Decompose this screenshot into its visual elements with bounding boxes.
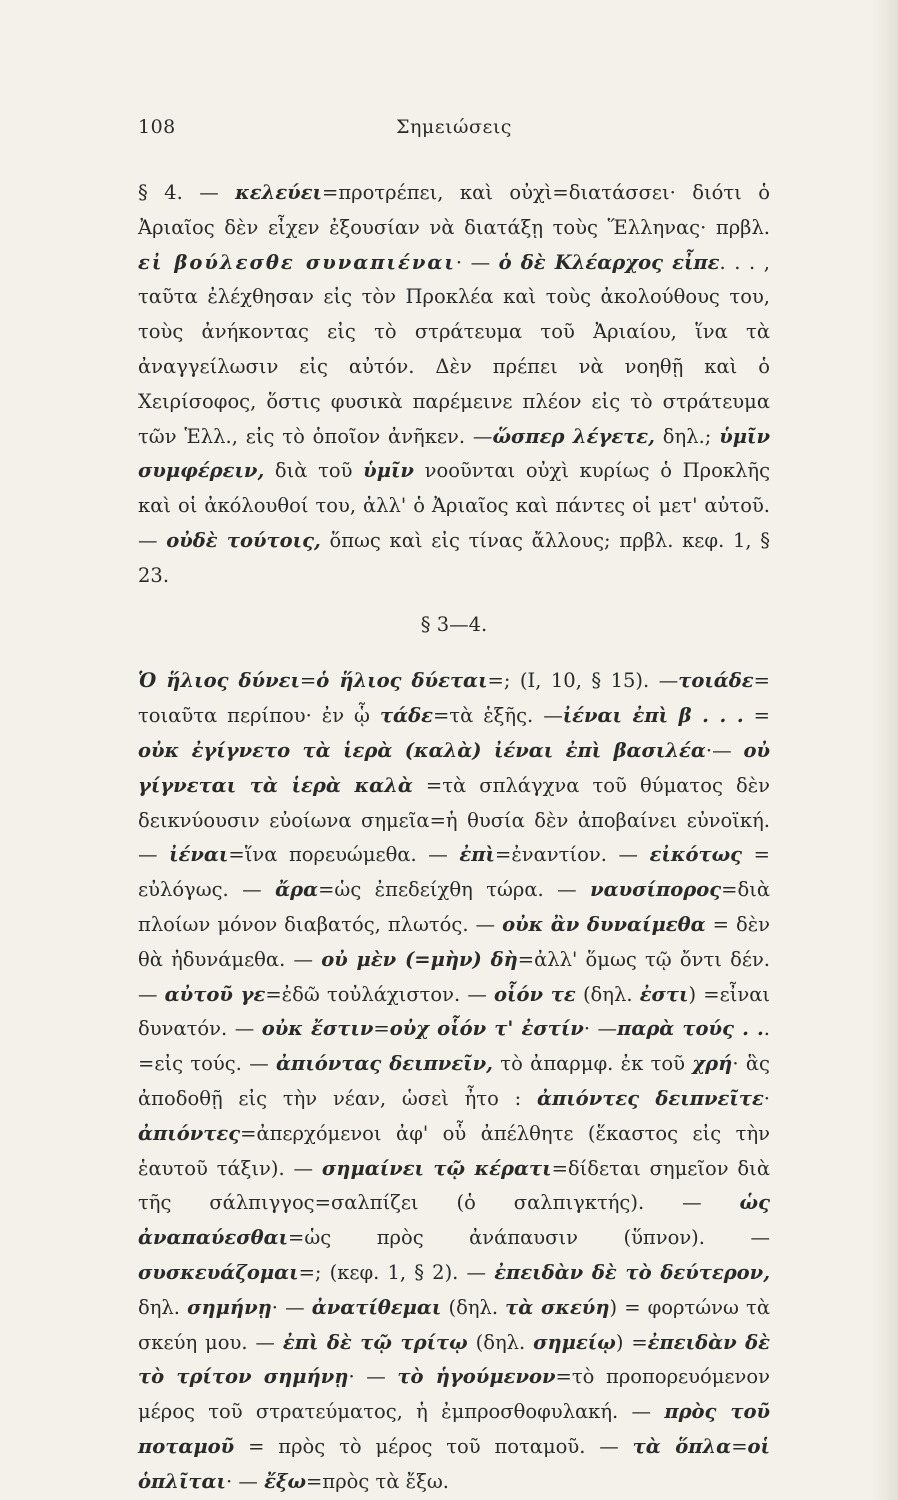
lemma: τὸ ἡγούμενον: [397, 1365, 556, 1389]
text-run: =τὸ προπορευόμενον μέρος τοῦ στρατεύματος, ἡ ἐμπροσθοφυλακή. —: [138, 1365, 770, 1424]
text-run: = δὲν θὰ ἠδυνάμεθα. —: [138, 912, 771, 971]
lemma: ἐπειδὰν δὲ τὸ δεύτερον,: [494, 1260, 771, 1284]
lemma: οἱ ὁπλῖται: [138, 1434, 770, 1493]
lemma: εἰκότως: [649, 843, 743, 867]
lemma: ὥσπερ λέγετε,: [492, 424, 655, 448]
text-run: =δίδεται σημεῖον διὰ τῆς σάλπιγγος=σαλπίζει (ὁ σαλπιγκτής). —: [138, 1156, 770, 1215]
lemma: ἀνατίθεμαι: [311, 1295, 442, 1319]
lemma: οὐκ ἔστιν: [261, 1017, 374, 1041]
lemma: οὐ μὲν (=μὴν) δὴ: [321, 947, 518, 971]
text-run: =ἐναντίον. —: [494, 843, 638, 867]
running-head: Σημειώσεις: [396, 116, 512, 138]
text-run: δηλ.;: [662, 424, 712, 448]
lemma: οὐ γίγνεται τὰ ἱερὰ καλὰ: [138, 738, 770, 797]
paragraph-section-4: [138, 176, 770, 594]
text-run: νοοῦνται οὐχὶ κυρίως ὁ Προκλῆς καὶ οἱ ἀκόλουθοί του, ἀλλ' ὁ Ἀριαῖος καὶ πάντες οἱ μετ' αὐτοῦ. —: [138, 459, 770, 552]
text-run: =; (κεφ. 1, § 2). —: [298, 1260, 487, 1284]
text-run: · ἃς ἀποδοθῇ εἰς τὴν νέαν, ὡσεὶ ἦτο :: [138, 1052, 770, 1110]
text-run: =ἵνα πορευώμεθα. —: [228, 843, 448, 867]
lemma: σημαίνει τῷ κέρατι: [321, 1156, 552, 1180]
text-run: · —: [583, 1017, 618, 1041]
text-run: =: [299, 669, 317, 693]
text-run: § 4. —: [138, 181, 219, 204]
text-run: ) =εἶναι δυνατόν. —: [138, 982, 771, 1041]
text-run: · —: [225, 1469, 258, 1493]
lemma: χρή: [692, 1052, 733, 1076]
lemma: ἐπὶ: [459, 843, 495, 867]
lemma: τοιάδε: [678, 669, 754, 693]
lemma: οἷόν τε: [494, 982, 576, 1006]
text-run: ) = φορτώνω τὰ σκεύη μου. —: [138, 1295, 770, 1354]
lemma: ἀπιόντες: [138, 1121, 241, 1145]
page-gutter-shadow: [872, 0, 898, 1500]
text-run: =; (I, 10, § 15). —: [487, 669, 679, 693]
text-run: =πρὸς τὰ ἔξω.: [306, 1469, 449, 1493]
text-run: τὸ ἀπαρμφ. ἐκ τοῦ: [500, 1052, 686, 1076]
lemma: παρὰ τούς . .: [617, 1017, 764, 1041]
text-run: =τὰ ἑξῆς. —: [432, 704, 563, 728]
paragraph-section-3-4: [138, 664, 770, 1499]
lemma: οὐκ ἐγίγνετο τὰ ἱερὰ (καλὰ) ἰέναι ἐπὶ βασιλέα: [138, 738, 706, 762]
lemma: ἰέναι ἐπὶ β . . .: [562, 704, 744, 728]
text-run: =ὡς πρὸς ἀνάπαυσιν (ὕπνον). —: [288, 1226, 770, 1250]
text-run: =: [731, 1434, 748, 1458]
text-run: =: [753, 704, 771, 728]
text-run: · —: [271, 1295, 305, 1319]
text-run: · —: [348, 1365, 386, 1389]
lemma: συσκευάζομαι: [138, 1260, 299, 1284]
text-run: . =εἰς τούς. —: [138, 1017, 770, 1076]
text-run: =: [373, 1017, 390, 1041]
lemma: ἐστι: [639, 982, 689, 1006]
text-run: διὰ τοῦ: [274, 459, 353, 483]
lemma: ὁ δὲ Κλέαρχος εἶπε: [498, 250, 720, 274]
text-run: (δηλ.: [448, 1295, 499, 1319]
text-run: =ὡς ἐπεδείχθη τώρα. —: [318, 878, 577, 902]
lemma: ἔξω: [264, 1469, 307, 1493]
text-run: ·—: [705, 738, 732, 762]
lemma: ὡς ἀναπαύεσθαι: [138, 1191, 770, 1250]
lemma: ἀπιόντας δειπνεῖν,: [276, 1052, 493, 1076]
text-run: =διὰ πλοίων μόνον διαβατός, πλωτός. —: [138, 878, 771, 936]
text-run: · —: [455, 250, 491, 274]
page-header: [138, 116, 770, 146]
lemma: ὁ ἥλιος δύεται: [316, 669, 488, 693]
lemma: ἐπὶ δὲ τῷ τρίτῳ: [282, 1330, 468, 1354]
text-run: (δηλ.: [582, 982, 633, 1006]
text-run: ὅπως καὶ εἰς τίνας ἄλλους; πρβλ. κεφ. 1, § 23.: [138, 528, 771, 587]
lemma: ἀπιόντες δειπνεῖτε: [536, 1086, 764, 1110]
lemma: πρὸς τοῦ ποταμοῦ: [138, 1400, 770, 1458]
lemma: τὰ ὅπλα: [632, 1434, 732, 1458]
lemma: κελεύει: [235, 181, 322, 204]
lemma: τάδε: [379, 704, 433, 728]
text-run: . . . , ταῦτα ἐλέχθησαν εἰς τὸν Προκλέα καὶ τοὺς ἀκολούθους του, τοὺς ἀνήκοντας εἰς τὸ στράτευμα τοῦ Ἀριαίου, ἵνα τὰ ἀναγγείλωσιν εἰς αὐτόν. Δὲν πρέπει νὰ νοηθῇ καὶ ὁ Χειρίσοφος, ὅστις φυσικὰ παρέμεινε πλέον εἰς τὸ στράτευμα τῶν Ἑλλ., εἰς τὸ ὁποῖον ἀνῆκεν. —: [138, 250, 770, 448]
lemma: Ὁ ἥλιος δύνει: [138, 669, 300, 693]
lemma: οὐδὲ τούτοις,: [166, 528, 321, 552]
lemma: ἐπειδὰν δὲ τὸ τρίτον σημήνῃ: [138, 1330, 770, 1389]
lemma: σημείῳ: [533, 1330, 616, 1354]
text-run: δηλ.: [138, 1295, 180, 1319]
text-run: (δηλ.: [475, 1330, 526, 1354]
lemma: σημήνῃ: [187, 1295, 272, 1319]
text-run: ) =: [615, 1330, 648, 1354]
lemma: αὐτοῦ γε: [164, 982, 266, 1006]
text-run: = εὐλόγως. —: [138, 843, 770, 902]
text-run: =τὰ σπλάγχνα τοῦ θύματος δὲν δεικνύουσιν εὐοίωνα σημεῖα=ἡ θυσία δὲν ἀποβαίνει εὐνοϊκή. —: [138, 773, 771, 867]
text-run: ·: [763, 1086, 770, 1110]
lemma: οὐχ οἷόν τ' ἐστίν: [389, 1017, 584, 1041]
lemma: εἰ βούλεσθε συναπιέναι: [138, 250, 456, 274]
lemma: ναυσίπορος: [590, 878, 722, 902]
lemma: ὑμῖν: [363, 459, 414, 483]
text-run: =ἀπερχόμενοι ἀφ' οὗ ἀπέλθητε (ἕκαστος εἰς τὴν ἑαυτοῦ τάξιν). —: [138, 1121, 770, 1180]
lemma: ἄρα: [275, 878, 319, 902]
page-number: 108: [138, 116, 176, 138]
text-run: =προτρέπει, καὶ οὐχὶ=διατάσσει· διότι ὁ Ἀριαῖος δὲν εἶχεν ἐξουσίαν νὰ διατάξῃ τοὺς Ἕλληνας· πρβλ.: [138, 181, 770, 239]
commentary-body: [138, 176, 770, 1499]
lemma: οὐκ ἂν δυναίμεθα: [502, 912, 706, 936]
text-run: =ἐδῶ τοὐλάχιστον. —: [265, 982, 487, 1006]
text-run: =ἀλλ' ὅμως τῷ ὄντι δέν. —: [138, 947, 770, 1006]
text-run: = τοιαῦτα περίπου· ἐν ᾧ: [138, 669, 771, 728]
section-heading: § 3—4.: [420, 612, 488, 636]
lemma: τὰ σκεύη: [505, 1295, 610, 1319]
lemma: ὑμῖν συμφέρειν,: [138, 424, 770, 483]
lemma: ἰέναι: [169, 843, 229, 867]
text-run: = πρὸς τὸ μέρος τοῦ ποταμοῦ. —: [248, 1434, 619, 1458]
